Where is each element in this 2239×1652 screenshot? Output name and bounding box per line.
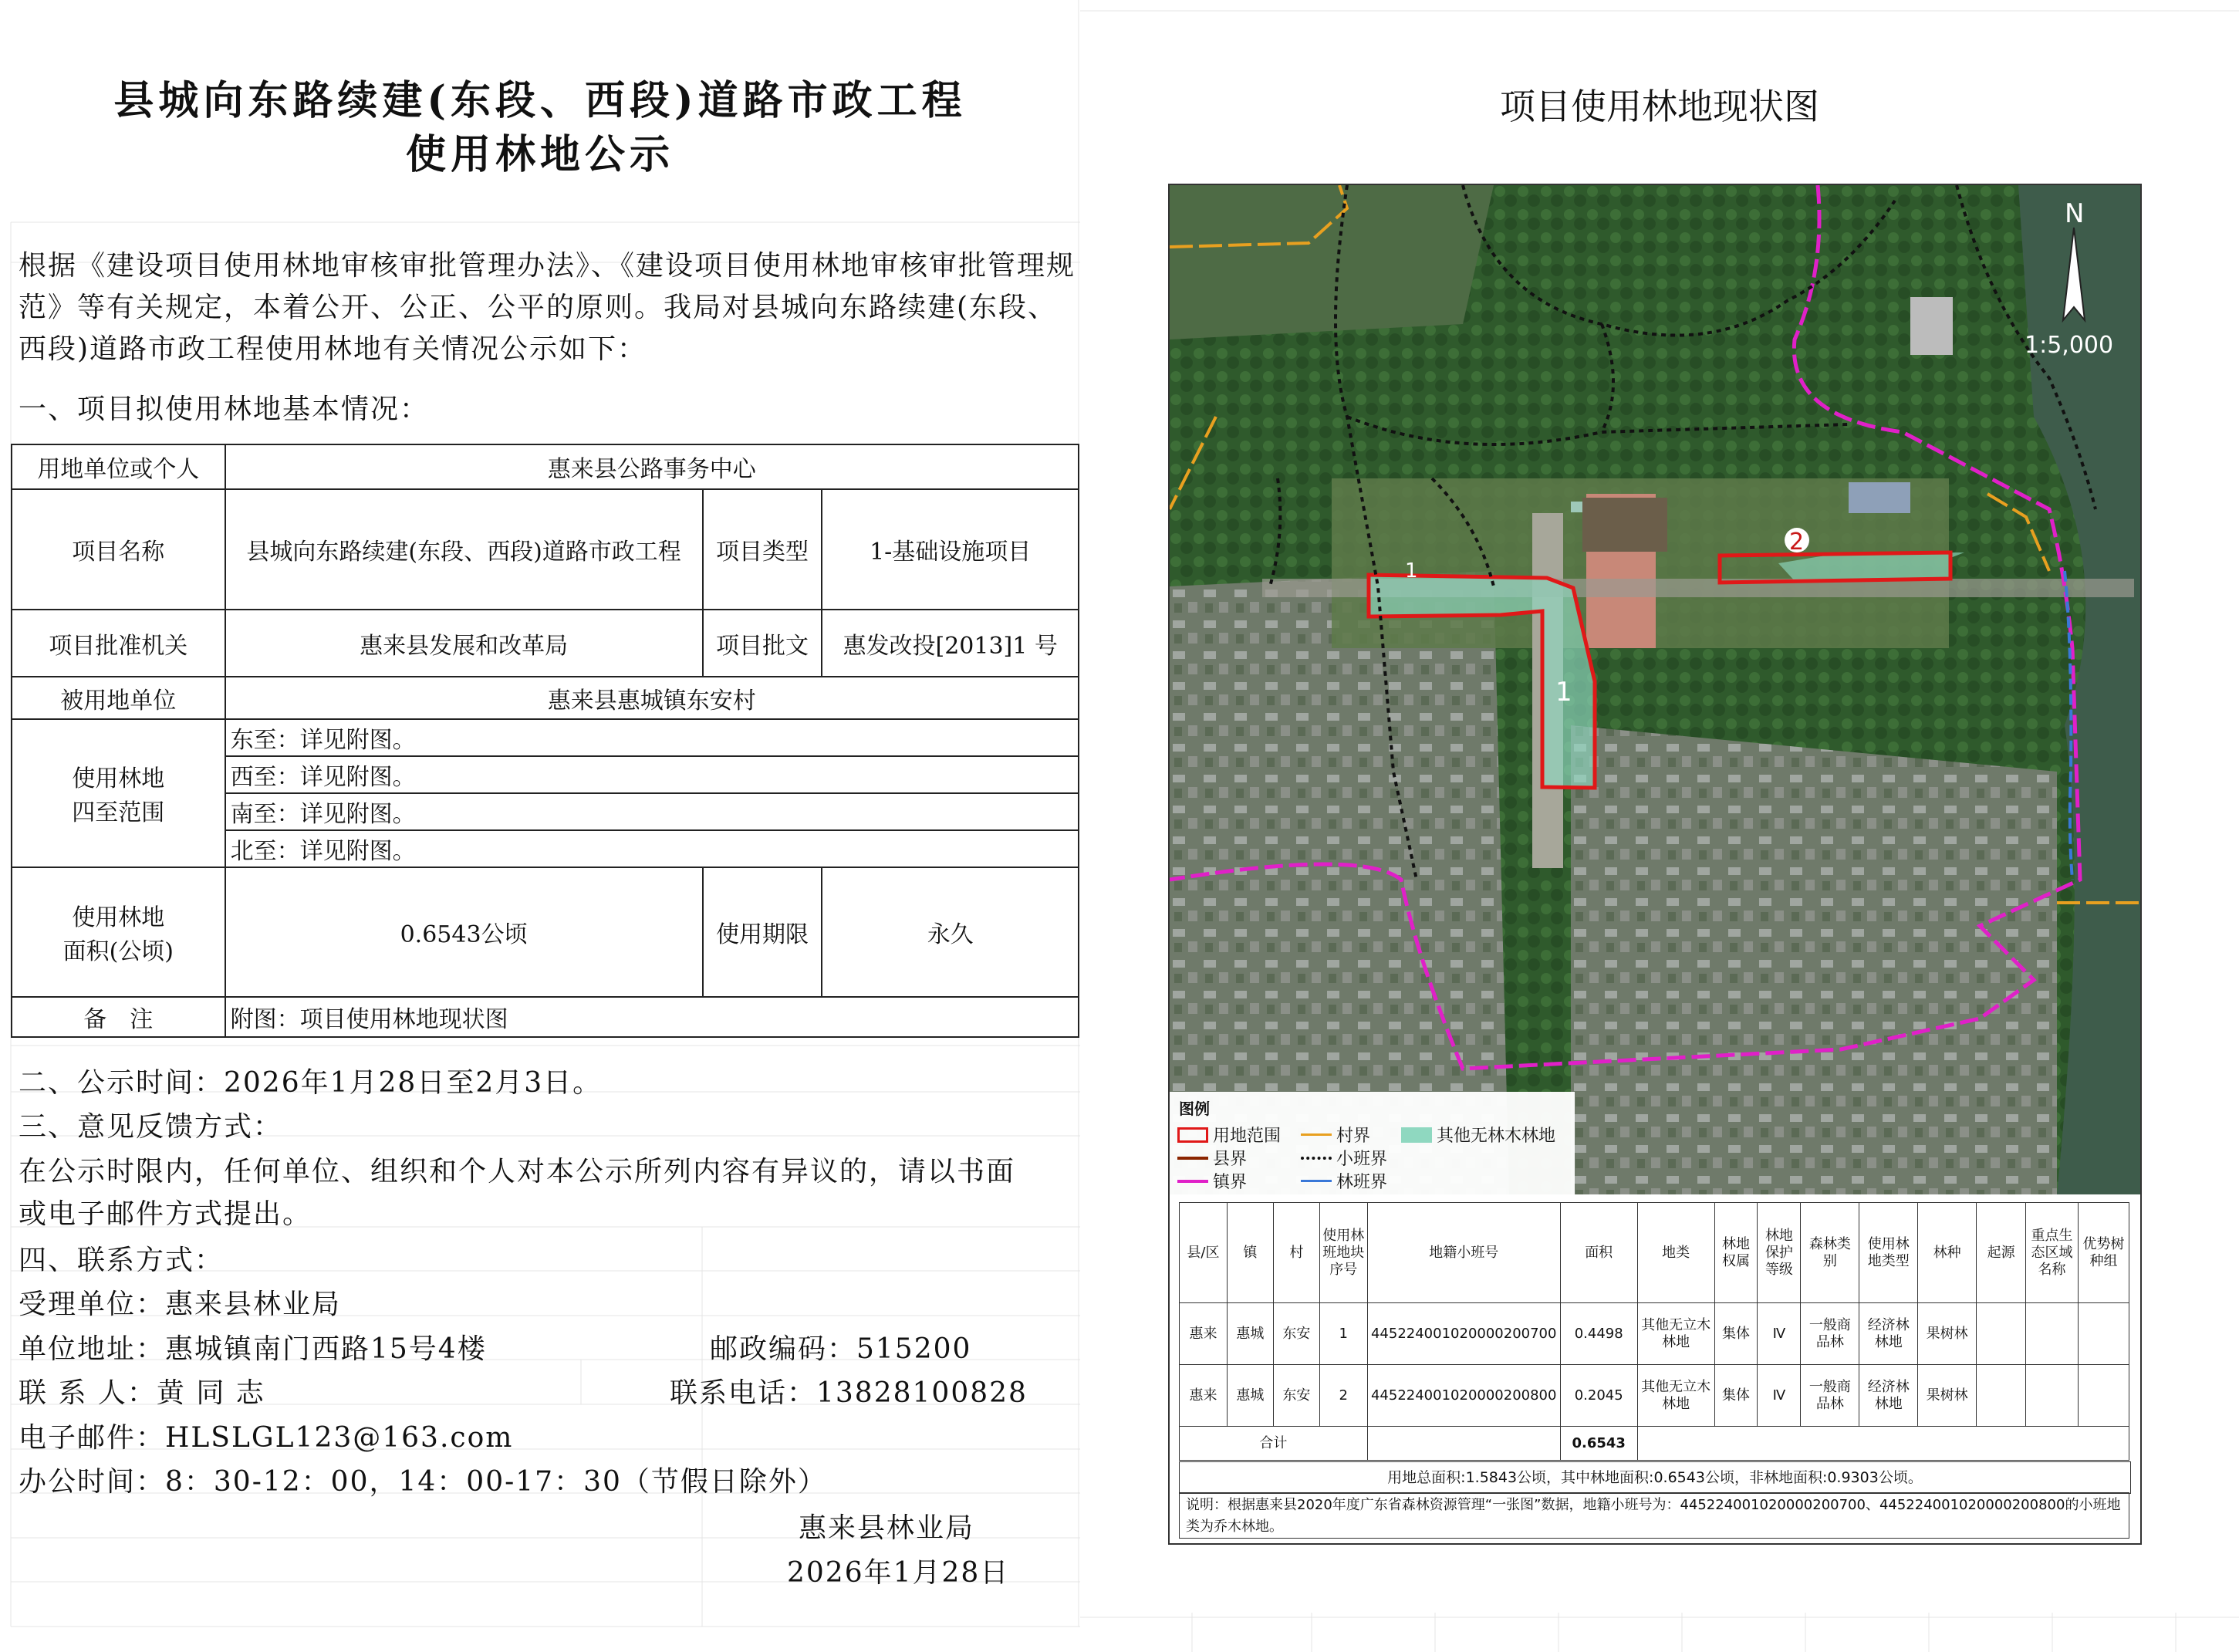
project-name-label: 项目名称 [12,489,225,610]
other-forest-swatch-icon [1401,1127,1432,1143]
school-building [1582,498,1667,552]
col-use-type: 使用林地类型 [1859,1203,1918,1303]
land-unit-label: 被用地单位 [12,677,225,719]
cell: 果树林 [1918,1365,1977,1427]
notice-title-line1: 县城向东路续建(东段、西段)道路市政工程 [113,77,967,124]
legend-title: 图例 [1179,1100,1210,1118]
bound-east: 东至：详见附图。 [225,719,1079,756]
cell [2026,1365,2079,1427]
col-ownership: 林地权属 [1714,1203,1758,1303]
approval-doc-label: 项目批文 [703,610,822,677]
office-hours: 办公时间：8：30-12：00，14：00-17：30（节假日除外） [19,1466,827,1498]
legend-item-other-forest: 其他无林木林地 [1401,1123,1555,1147]
col-area: 面积 [1560,1203,1637,1303]
col-town: 镇 [1227,1203,1273,1303]
postcode: 邮政编码：515200 [710,1333,972,1365]
cell [1977,1303,2026,1365]
user-value: 惠来县公路事务中心 [225,444,1079,489]
cell [2078,1303,2129,1365]
cell: 惠来 [1180,1303,1228,1365]
cell: Ⅳ [1758,1365,1801,1427]
cell [1637,1427,2129,1461]
section-4-heading: 四、联系方式： [19,1245,225,1276]
map-title: 项目使用林地现状图 [1500,86,1819,127]
urban-area-east [1571,725,2057,1194]
cell: 惠城 [1227,1365,1273,1427]
contact-person: 联 系 人：黄 同 志 [19,1377,265,1409]
cell: 惠城 [1227,1303,1273,1365]
user-label: 用地单位或个人 [12,444,225,489]
legend-item-village: 村界 [1301,1123,1370,1147]
field-northwest [1170,185,1494,340]
land-unit-value: 惠来县惠城镇东安村 [225,677,1079,719]
col-land-type: 地类 [1637,1203,1714,1303]
approval-doc-value: 惠发改投[2013]1 号 [822,610,1079,677]
col-parcel-no: 使用林班地块序号 [1319,1203,1367,1303]
remark-label: 备 注 [12,997,225,1037]
area-label-line2: 面积(公顷) [62,938,174,965]
parcel-label-1a: 1 [1405,559,1418,583]
building-north [1910,297,1953,355]
notice-intro: 根据《建设项目使用林地审核审批管理办法》、《建设项目使用林地审核审批管理规范》等有关规定，本着公开、公正、公平的原则。我局对县城向东路续建(东段、西段)道路市政工程使用林地有关情况公示如下： [19,250,1076,365]
col-cadastral-id: 地籍小班号 [1367,1203,1560,1303]
building-east [1849,482,1910,513]
bound-north: 北至：详见附图。 [225,830,1079,867]
notice-panel [0,0,1080,1652]
col-dominant-species: 优势树种组 [2078,1203,2129,1303]
feedback-line1: 在公示时限内，任何单位、组织和个人对本公示所列内容有异议的，请以书面 [19,1156,1016,1187]
cell: 2 [1319,1365,1367,1427]
cell: 集体 [1714,1365,1758,1427]
cell: 一般商品林 [1801,1365,1859,1427]
contact-email: 电子邮件：HLSLGL123@163.com [19,1422,514,1454]
cell: 0.4498 [1560,1303,1637,1365]
project-name-value: 县城向东路续建(东段、西段)道路市政工程 [225,489,703,610]
legend-item-town: 镇界 [1177,1169,1247,1193]
cell [2078,1365,2129,1427]
bound-west: 西至：详见附图。 [225,756,1079,793]
map-frame [1168,184,2142,1545]
approver-value: 惠来县发展和改革局 [225,610,703,677]
map-scale: 1:5,000 [2025,332,2114,359]
north-label: N [2065,198,2085,229]
cell: 东安 [1273,1303,1319,1365]
cell: 其他无立木林地 [1637,1303,1714,1365]
county-line-icon [1177,1157,1208,1160]
receiver-unit: 受理单位：惠来县林业局 [19,1289,342,1320]
village-line-icon [1301,1133,1332,1136]
project-type-value: 1-基础设施项目 [822,489,1079,610]
attribute-header-row [1180,1203,2129,1303]
project-type-label: 项目类型 [703,489,822,610]
feedback-line2: 或电子邮件方式提出。 [19,1198,312,1230]
cell: 一般商品林 [1801,1303,1859,1365]
parcel-label-1b: 1 [1555,677,1572,708]
bounds-label-line2: 四至范围 [72,799,165,826]
land-info-table [11,444,1079,1038]
col-protection-level: 林地保护等级 [1758,1203,1801,1303]
town-line-icon [1177,1180,1208,1183]
cell: 惠来 [1180,1365,1228,1427]
use-boundary-swatch-icon [1177,1127,1208,1143]
col-origin: 起源 [1977,1203,2026,1303]
cell: Ⅳ [1758,1303,1801,1365]
attribute-row-2 [1180,1365,2129,1427]
cell: 445224001020000200800 [1367,1365,1560,1427]
cell [2026,1303,2079,1365]
map-legend [1170,1092,1575,1194]
bounds-label [12,719,225,867]
satellite-map [1170,185,2140,1194]
legend-item-county: 县界 [1177,1146,1247,1170]
subcompartment-line-icon [1301,1157,1332,1160]
col-forest-category: 森林类别 [1801,1203,1859,1303]
unit-address: 单位地址：惠城镇南门西路15号4楼 [19,1333,487,1365]
term-value: 永久 [822,867,1079,997]
attribute-table [1179,1202,2129,1461]
total-value: 0.6543 [1560,1427,1637,1461]
area-value: 0.6543公顷 [225,867,703,997]
cell: 1 [1319,1303,1367,1365]
cell: 经济林林地 [1859,1303,1918,1365]
cell: 果树林 [1918,1303,1977,1365]
legend-item-use-boundary: 用地范围 [1177,1123,1281,1147]
signature-date: 2026年1月28日 [787,1557,1010,1589]
parcel-label-2: 2 [1789,529,1805,556]
approver-label: 项目批准机关 [12,610,225,677]
area-label-line1: 使用林地 [72,904,165,931]
cell: 445224001020000200700 [1367,1303,1560,1365]
col-eco-zone: 重点生态区域名称 [2026,1203,2079,1303]
term-label: 使用期限 [703,867,822,997]
remark-value: 附图：项目使用林地现状图 [225,997,1079,1037]
cell: 经济林林地 [1859,1365,1918,1427]
cell: 其他无立木林地 [1637,1365,1714,1427]
signature-org: 惠来县林业局 [799,1512,975,1544]
compartment-line-icon [1301,1180,1332,1182]
notice-title-line2: 使用林地公示 [405,131,674,178]
attribute-row-1 [1180,1303,2129,1365]
cell: 集体 [1714,1303,1758,1365]
attribute-total-row [1180,1427,2129,1461]
bound-south: 南至：详见附图。 [225,793,1079,830]
map-panel [1080,0,2239,1652]
legend-item-subcompartment: 小班界 [1301,1146,1387,1170]
section-1-heading: 一、项目拟使用林地基本情况： [19,394,430,425]
cell [1977,1365,2026,1427]
col-village: 村 [1273,1203,1319,1303]
section-3-heading: 三、意见反馈方式： [19,1111,283,1143]
cell [1367,1427,1560,1461]
cell: 0.2045 [1560,1365,1637,1427]
total-label: 合计 [1180,1427,1368,1461]
section-2-heading: 二、公示时间：2026年1月28日至2月3日。 [19,1067,603,1099]
area-label [12,867,225,997]
cell: 东安 [1273,1365,1319,1427]
legend-item-compartment: 林班界 [1301,1169,1387,1193]
bounds-label-line1: 使用林地 [72,765,165,792]
col-county: 县/区 [1180,1203,1228,1303]
area-summary: 用地总面积:1.5843公顷，其中林地面积:0.6543公顷，非林地面积:0.9303公顷。 [1179,1461,2131,1494]
col-forest-kind: 林种 [1918,1203,1977,1303]
contact-phone: 联系电话：13828100828 [670,1377,1028,1409]
map-note: 说明：根据惠来县2020年度广东省森林资源管理“一张图”数据，地籍小班号为：445224001020000200700、445224001020000200800的小班地类为乔木林地。 [1179,1492,2129,1539]
